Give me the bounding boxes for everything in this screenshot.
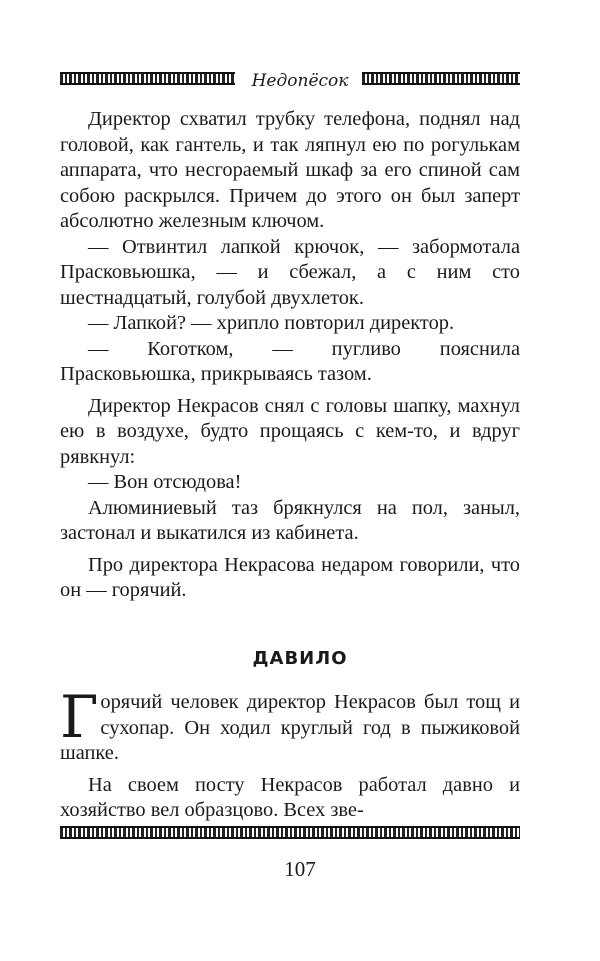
header-ornament-left xyxy=(60,72,235,85)
section-1-text xyxy=(60,107,520,604)
section-2-text xyxy=(60,683,520,824)
running-title: Недопёсок xyxy=(251,71,349,91)
paragraph-with-dropcap xyxy=(60,683,520,767)
paragraph: — Вон отсюдова! xyxy=(88,471,242,493)
chapter-title: ДАВИЛО xyxy=(252,648,348,669)
paragraph: — Коготком, — пугливо пояснила Прасковьюшка, прикрываясь тазом. xyxy=(60,337,520,385)
dropcap: Г xyxy=(60,683,99,751)
paragraph: Директор Некрасов снял с головы шапку, махнул ею в воздухе, будто прощаясь с кем-то, и вдруг рявкнул: xyxy=(60,394,520,468)
paragraph: Про директора Некрасова недаром говорили, что он — горячий. xyxy=(60,553,520,601)
paragraph-text: орячий человек директор Некрасов был тощ и сухопар. Он ходил круглый год в пыжиковой шапке. xyxy=(60,691,520,764)
paragraph: На своем посту Некрасов работал давно и хозяйство вел образцово. Всех зве- xyxy=(60,773,520,821)
paragraph: Директор схватил трубку телефона, поднял над головой, как гантель, и так ляпнул ею по рогулькам аппарата, что несгораемый шкаф за его спиной сам собою раскрылся. Причем до этого он был заперт абсолютно железным ключом. xyxy=(60,108,520,232)
page-number: 107 xyxy=(284,857,316,881)
paragraph: Алюминиевый таз брякнулся на пол, заныл, застонал и выкатился из кабинета. xyxy=(60,496,520,544)
footer-ornament xyxy=(60,826,520,839)
paragraph: — Отвинтил лапкой крючок, — забормотала Прасковьюшка, — и сбежал, а с ним сто шестнадцатый, голубой двухлеток. xyxy=(60,235,520,309)
paragraph: — Лапкой? — хрипло повторил директор. xyxy=(88,312,455,334)
header-ornament-right xyxy=(362,72,520,85)
